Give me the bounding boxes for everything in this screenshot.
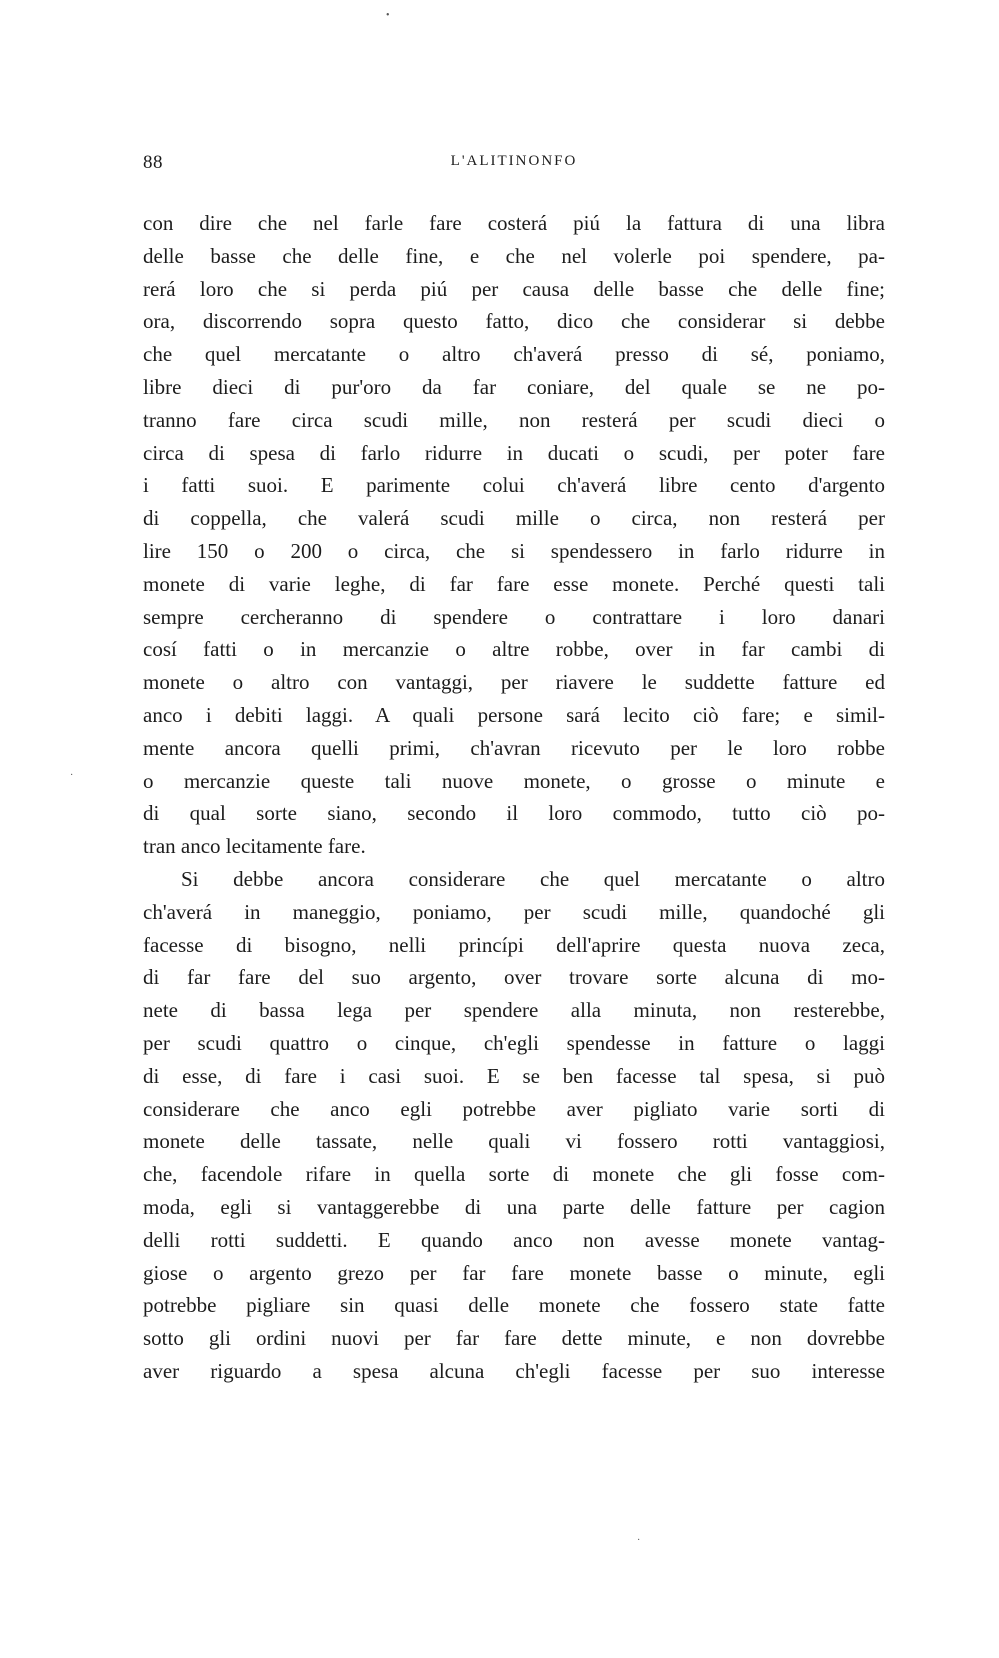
text-line: di qual sorte siano, secondo il loro commodo, tutto ciò po- — [143, 801, 885, 826]
text-line: giose o argento grezo per far fare monete basse o minute, egli — [143, 1260, 885, 1285]
print-speck: • — [386, 10, 390, 21]
text-line: delle basse che delle fine, e che nel volerle poi spendere, pa- — [143, 243, 885, 268]
text-line: di coppella, che valerá scudi mille o circa, non resterá per — [143, 506, 885, 531]
text-line: o mercanzie queste tali nuove monete, o grosse o minute e — [143, 768, 885, 793]
text-line: con dire che nel farle fare costerá piú la fattura di una libra — [143, 211, 885, 235]
paragraph-2 — [143, 863, 885, 1388]
text-line: tranno fare circa scudi mille, non resterá per scudi dieci o — [143, 407, 885, 432]
body-text — [143, 207, 885, 1388]
text-line: moda, egli si vantaggerebbe di una parte delle fatture per cagion — [143, 1194, 885, 1219]
text-line: i fatti suoi. E parimente colui ch'averá libre cento d'argento — [143, 473, 885, 498]
text-line: anco i debiti laggi. A quali persone sará lecito ciò fare; e simil- — [143, 702, 885, 727]
page-header — [143, 152, 885, 176]
print-speck: · — [70, 770, 74, 781]
text-line: libre dieci di pur'oro da far coniare, del quale se ne po- — [143, 374, 885, 399]
text-line: che quel mercatante o altro ch'averá presso di sé, poniamo, — [143, 342, 885, 367]
text-line: lire 150 o 200 o circa, che si spendessero in farlo ridurre in — [143, 538, 885, 563]
running-title: L'ALITINONFO — [450, 153, 578, 169]
text-line: nete di bassa lega per spendere alla minuta, non resterebbe, — [143, 998, 885, 1023]
text-line: rerá loro che si perda piú per causa delle basse che delle fine; — [143, 276, 885, 301]
text-line: considerare che anco egli potrebbe aver pigliato varie sorti di — [143, 1096, 885, 1121]
text-line: aver riguardo a spesa alcuna ch'egli facesse per suo interesse — [143, 1358, 885, 1383]
paragraph-1 — [143, 207, 885, 863]
text-line: per scudi quattro o cinque, ch'egli spendesse in fatture o laggi — [143, 1030, 885, 1055]
text-line: circa di spesa di farlo ridurre in ducati o scudi, per poter fare — [143, 440, 885, 465]
page-number: 88 — [143, 152, 163, 173]
text-line: monete delle tassate, nelle quali vi fossero rotti vantaggiosi, — [143, 1129, 885, 1154]
text-line: ora, discorrendo sopra questo fatto, dico che considerar si debbe — [143, 309, 885, 334]
text-line: mente ancora quelli primi, ch'avran ricevuto per le loro robbe — [143, 735, 885, 760]
text-line: delli rotti suddetti. E quando anco non avesse monete vantag- — [143, 1227, 885, 1252]
text-line: sempre cercheranno di spendere o contrattare i loro danari — [143, 604, 885, 629]
text-line: tran anco lecitamente fare. — [143, 834, 366, 859]
text-line: monete di varie leghe, di far fare esse monete. Perché questi tali — [143, 571, 885, 596]
text-line: ch'averá in maneggio, poniamo, per scudi mille, quandoché gli — [143, 899, 885, 924]
text-line: che, facendole rifare in quella sorte di monete che gli fosse com- — [143, 1162, 885, 1187]
text-line: facesse di bisogno, nelli princípi dell'aprire questa nuova zeca, — [143, 932, 885, 957]
print-speck: · — [637, 1535, 641, 1546]
text-line: cosí fatti o in mercanzie o altre robbe, over in far cambi di — [143, 637, 885, 662]
text-line: di esse, di fare i casi suoi. E se ben facesse tal spesa, si può — [143, 1063, 885, 1088]
text-line: monete o altro con vantaggi, per riavere le suddette fatture ed — [143, 670, 885, 695]
text-line: sotto gli ordini nuovi per far fare dette minute, e non dovrebbe — [143, 1326, 885, 1351]
text-line: Si debbe ancora considerare che quel mercatante o altro — [181, 866, 885, 891]
text-line: potrebbe pigliare sin quasi delle monete che fossero state fatte — [143, 1293, 885, 1318]
text-line: di far fare del suo argento, over trovare sorte alcuna di mo- — [143, 965, 885, 990]
